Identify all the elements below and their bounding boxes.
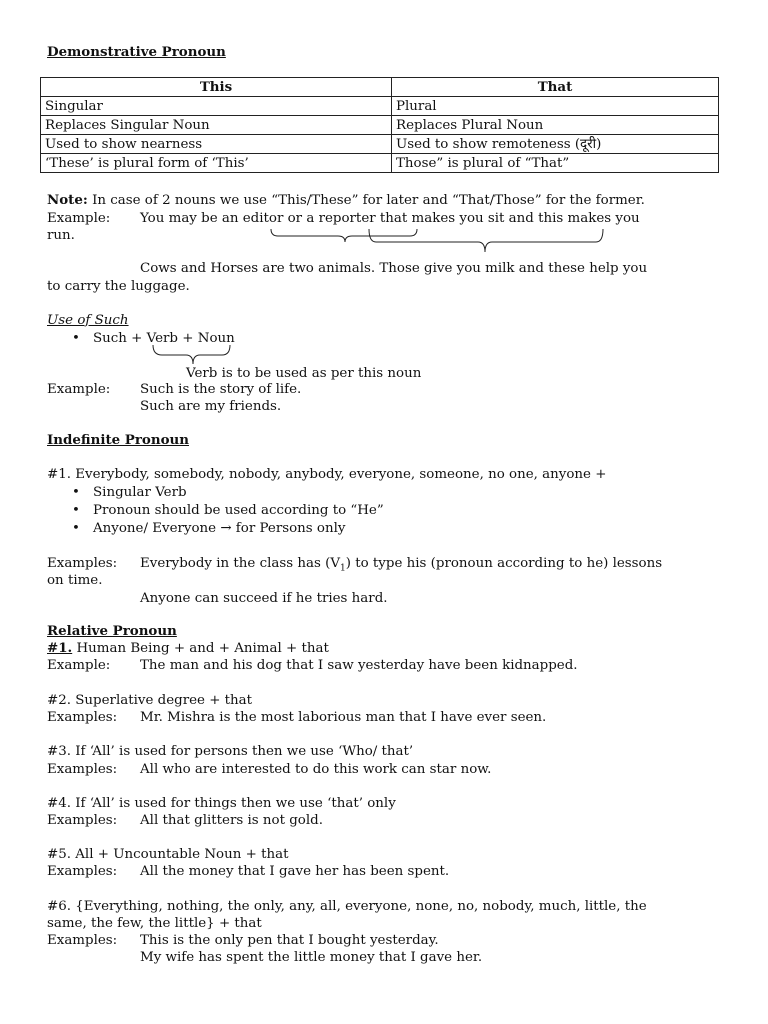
example-text: The man and his dog that I saw yesterday have been kidnapped.: [140, 658, 578, 673]
rule-text: #6. {Everything, nothing, the only, any, all, everyone, none, no, nobody, much, little, the: [47, 899, 647, 914]
bullet-icon: •: [72, 331, 80, 346]
such-formula: Such + Verb + Noun: [93, 331, 235, 346]
column-header-that: That: [392, 78, 719, 97]
section-heading-indefinite: Indefinite Pronoun: [47, 432, 190, 448]
example-label: Example:: [47, 658, 111, 673]
demonstrative-table: [40, 77, 719, 173]
table-cell: ‘These’ is plural form of ‘This’: [41, 154, 392, 173]
table-row: [41, 97, 719, 116]
bullet-icon: •: [72, 503, 80, 518]
rule-text: #1. Human Being + and + Animal + that: [47, 640, 329, 656]
example-label: Example:: [47, 211, 111, 226]
note-text: In case of 2 nouns we use “This/These” for later and “That/Those” for the former.: [92, 193, 645, 208]
example-text: This is the only pen that I bought yesterday.: [140, 933, 439, 948]
rule-text: #4. If ‘All’ is used for things then we use ‘that’ only: [47, 796, 396, 811]
table-cell: Used to show nearness: [41, 135, 392, 154]
bullet-icon: •: [72, 485, 80, 500]
bullet-icon: •: [72, 521, 80, 536]
rule-text: #3. If ‘All’ is used for persons then we use ‘Who/ that’: [47, 744, 414, 759]
example-text: Everybody in the class has $(V_1)$ to type his (pronoun according to he) lessons: [140, 556, 663, 574]
table-cell: Used to show remoteness (दूरी): [392, 135, 719, 154]
note-label: Note:: [47, 192, 88, 208]
table-cell: Replaces Singular Noun: [41, 116, 392, 135]
example-text: run.: [47, 228, 75, 243]
example-text: to carry the luggage.: [47, 279, 190, 294]
example-text: All the money that I gave her has been spent.: [140, 864, 450, 879]
section-heading-relative: Relative Pronoun: [47, 623, 177, 639]
rule-text: same, the few, the little} + that: [47, 916, 262, 931]
example-text: Anyone can succeed if he tries hard.: [140, 591, 388, 606]
section-heading-such: Use of Such: [47, 313, 129, 328]
example-text: Such are my friends.: [140, 399, 282, 414]
list-item: Anyone/ Everyone → for Persons only: [93, 521, 346, 536]
example-text: Cows and Horses are two animals. Those give you milk and these help you: [140, 261, 648, 276]
brace-note: Verb is to be used as per this noun: [186, 366, 422, 381]
table-cell: Singular: [41, 97, 392, 116]
column-header-this: This: [41, 78, 392, 97]
examples-label: Examples:: [47, 762, 118, 777]
table-cell: Plural: [392, 97, 719, 116]
examples-label: Examples:: [47, 556, 118, 571]
note-line: [47, 192, 645, 209]
examples-label: Examples:: [47, 864, 118, 879]
example-text: My wife has spent the little money that I gave her.: [140, 950, 483, 965]
example-text: Mr. Mishra is the most laborious man that I have ever seen.: [140, 710, 547, 725]
rule-text: #2. Superlative degree + that: [47, 693, 253, 708]
table-row: [41, 154, 719, 173]
table-header-row: [41, 78, 719, 97]
section-heading-demonstrative: Demonstrative Pronoun: [47, 44, 226, 60]
table-row: [41, 135, 719, 154]
list-item: Singular Verb: [93, 485, 187, 500]
table-cell: Replaces Plural Noun: [392, 116, 719, 135]
table-row: [41, 116, 719, 135]
examples-label: Examples:: [47, 933, 118, 948]
list-item: Pronoun should be used according to “He”: [93, 503, 384, 518]
example-text: You may be an editor or a reporter that makes you sit and this makes you: [140, 211, 640, 226]
examples-label: Examples:: [47, 710, 118, 725]
example-text: All that glitters is not gold.: [140, 813, 323, 828]
table-cell: Those” is plural of “That”: [392, 154, 719, 173]
examples-label: Examples:: [47, 813, 118, 828]
example-text: All who are interested to do this work can star now.: [140, 762, 492, 777]
example-text: on time.: [47, 573, 103, 588]
rule-text: #1. Everybody, somebody, nobody, anybody, everyone, someone, no one, anyone +: [47, 467, 607, 482]
rule-text: #5. All + Uncountable Noun + that: [47, 847, 289, 862]
example-text: Such is the story of life.: [140, 382, 302, 397]
example-label: Example:: [47, 382, 111, 397]
